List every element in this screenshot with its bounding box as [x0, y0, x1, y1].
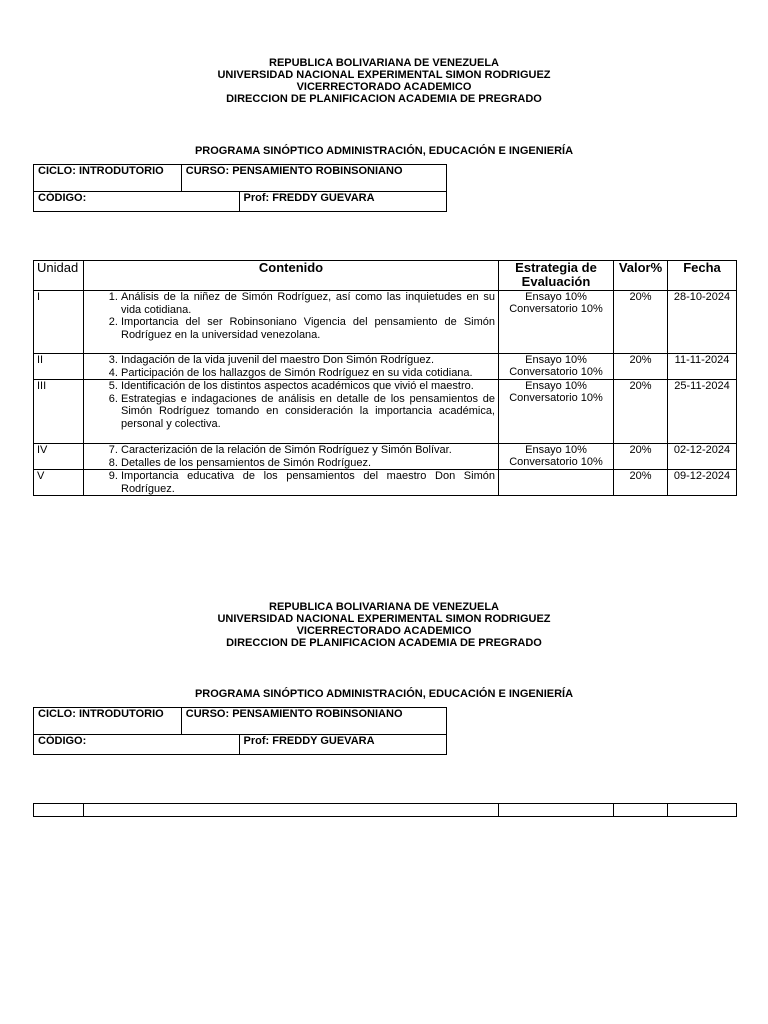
- content-item: 3. Indagación de la vida juvenil del maestro Don Simón Rodríguez.: [121, 354, 495, 367]
- course-info-table: [33, 164, 447, 212]
- table-row: [34, 380, 737, 444]
- estrategia-line: Ensayo 10%: [525, 291, 587, 303]
- empty-content-table: [33, 803, 737, 817]
- contenido-cell: [84, 291, 499, 354]
- course-info-table: [33, 707, 447, 755]
- unidad-cell: II: [34, 354, 84, 380]
- fecha-cell: 02-12-2024: [668, 444, 737, 470]
- fecha-cell: 25-11-2024: [668, 380, 737, 444]
- contenido-cell: [84, 470, 499, 496]
- table-row: [34, 291, 737, 354]
- estrategia-line: Conversatorio 10%: [509, 456, 603, 468]
- estrategia-cell: [499, 380, 614, 444]
- estrategia-line: Conversatorio 10%: [509, 366, 603, 378]
- estrategia-line: Ensayo 10%: [525, 444, 587, 456]
- estrategia-cell: [499, 354, 614, 380]
- valor-cell: 20%: [614, 470, 668, 496]
- unidad-cell: V: [34, 470, 84, 496]
- content-item: 4. Participación de los hallazgos de Simón Rodríguez en su vida cotidiana.: [121, 367, 495, 380]
- estrategia-line: Conversatorio 10%: [509, 303, 603, 315]
- codigo-cell: CÓDIGO:: [34, 735, 240, 755]
- unidad-cell: IV: [34, 444, 84, 470]
- header-contenido: Contenido: [84, 261, 499, 291]
- fecha-cell: 09-12-2024: [668, 470, 737, 496]
- header-line: REPUBLICA BOLIVARIANA DE VENEZUELA: [269, 57, 499, 69]
- table-row: [34, 354, 737, 380]
- header-fecha: Fecha: [668, 261, 737, 291]
- contenido-cell: [84, 380, 499, 444]
- empty-cell: [84, 804, 499, 817]
- codigo-cell: CÓDIGO:: [34, 192, 240, 212]
- estrategia-line: Conversatorio 10%: [509, 392, 603, 404]
- content-item: 5. Identificación de los distintos aspectos académicos que vivió el maestro.: [121, 380, 495, 393]
- prof-cell: Prof: FREDDY GUEVARA: [239, 192, 446, 212]
- valor-cell: 20%: [614, 291, 668, 354]
- ciclo-cell: CICLO: INTRODUTORIO: [34, 165, 182, 192]
- empty-cell: [499, 804, 614, 817]
- contenido-cell: [84, 444, 499, 470]
- header-valor: Valor%: [614, 261, 668, 291]
- valor-cell: 20%: [614, 380, 668, 444]
- header-line: UNIVERSIDAD NACIONAL EXPERIMENTAL SIMON RODRIGUEZ: [217, 613, 551, 625]
- valor-cell: 20%: [614, 354, 668, 380]
- estrategia-cell: [499, 291, 614, 354]
- unidad-cell: III: [34, 380, 84, 444]
- empty-cell: [668, 804, 737, 817]
- unidad-cell: I: [34, 291, 84, 354]
- header-line: UNIVERSIDAD NACIONAL EXPERIMENTAL SIMON RODRIGUEZ: [217, 69, 551, 81]
- header-estrategia: Estrategia de Evaluación: [499, 261, 614, 291]
- header-unidad: Unidad: [34, 261, 84, 291]
- content-item: 2. Importancia del ser Robinsoniano Vigencia del pensamiento de Simón Rodríguez en la universidad venezolana.: [121, 316, 495, 341]
- content-item: 9. Importancia educativa de los pensamientos del maestro Don Simón Rodríguez.: [121, 470, 495, 495]
- ciclo-cell: CICLO: INTRODUTORIO: [34, 708, 182, 735]
- fecha-cell: 28-10-2024: [668, 291, 737, 354]
- fecha-cell: 11-11-2024: [668, 354, 737, 380]
- estrategia-line: Ensayo 10%: [525, 380, 587, 392]
- curso-cell: CURSO: PENSAMIENTO ROBINSONIANO: [181, 165, 446, 192]
- header-line: DIRECCION DE PLANIFICACION ACADEMIA DE PREGRADO: [226, 93, 542, 105]
- content-item: 1. Análisis de la niñez de Simón Rodríguez, así como las inquietudes en su vida cotidiana.: [121, 291, 495, 316]
- valor-cell: 20%: [614, 444, 668, 470]
- contenido-cell: [84, 354, 499, 380]
- program-title: PROGRAMA SINÓPTICO ADMINISTRACIÓN, EDUCACIÓN E INGENIERÍA: [194, 145, 574, 157]
- header-line: REPUBLICA BOLIVARIANA DE VENEZUELA: [269, 601, 499, 613]
- prof-cell: Prof: FREDDY GUEVARA: [239, 735, 446, 755]
- content-item: 7. Caracterización de la relación de Simón Rodríguez y Simón Bolívar.: [121, 444, 495, 457]
- table-row: [34, 444, 737, 470]
- header-line: DIRECCION DE PLANIFICACION ACADEMIA DE PREGRADO: [226, 637, 542, 649]
- empty-cell: [614, 804, 668, 817]
- header-line: VICERRECTORADO ACADEMICO: [296, 625, 472, 637]
- table-header-row: [34, 261, 737, 291]
- content-item: 6. Estrategias e indagaciones de análisis en detalle de los pensamientos de Simón Rodríguez tomando en consideración la importancia académica, personal y colectiva.: [121, 393, 495, 431]
- program-title: PROGRAMA SINÓPTICO ADMINISTRACIÓN, EDUCACIÓN E INGENIERÍA: [194, 688, 574, 700]
- curso-cell: CURSO: PENSAMIENTO ROBINSONIANO: [181, 708, 446, 735]
- header-line: VICERRECTORADO ACADEMICO: [296, 81, 472, 93]
- empty-cell: [34, 804, 84, 817]
- estrategia-line: Ensayo 10%: [525, 354, 587, 366]
- document-header: [0, 57, 768, 105]
- estrategia-cell: [499, 470, 614, 496]
- content-item: 8. Detalles de los pensamientos de Simón Rodríguez.: [121, 457, 495, 470]
- content-table: [33, 260, 737, 496]
- document-header: [0, 601, 768, 649]
- table-row: [34, 470, 737, 496]
- table-row: [34, 804, 737, 817]
- estrategia-cell: [499, 444, 614, 470]
